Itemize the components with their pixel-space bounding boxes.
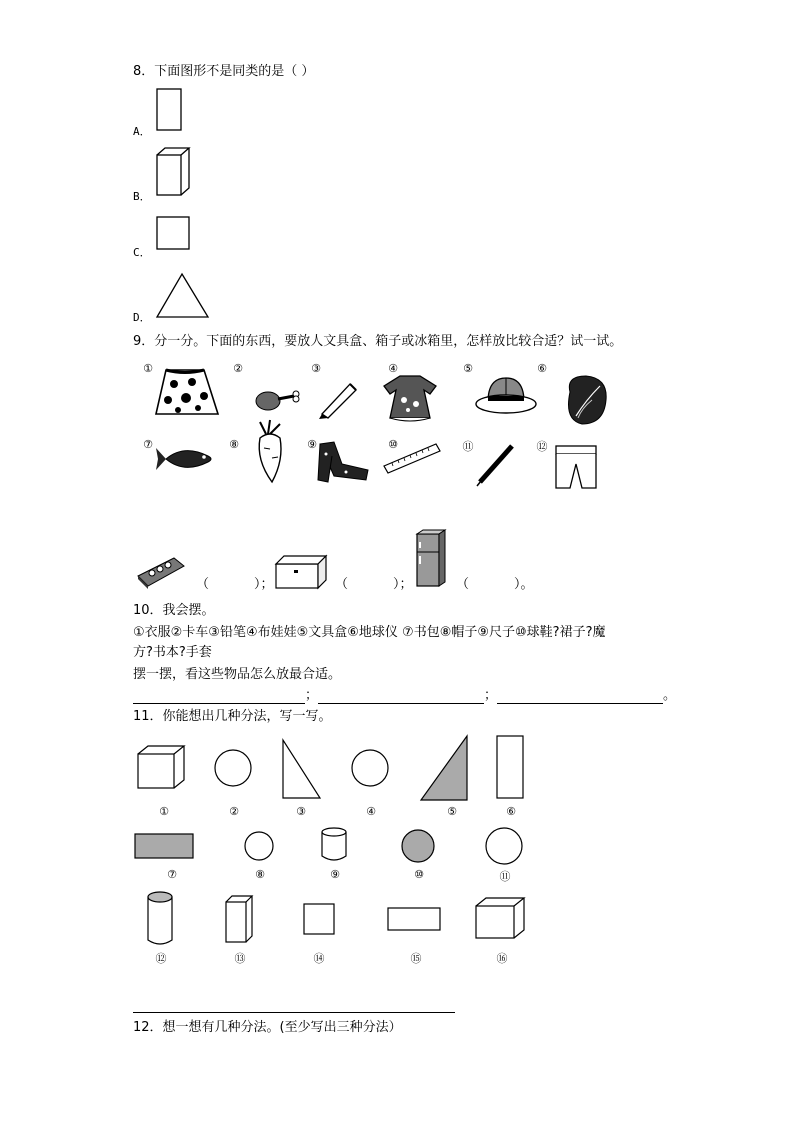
skirt-icon [152,366,222,418]
q10-items-line2: 方?书本?手套 [133,645,212,660]
q8-option-d: D． [133,311,151,324]
shape-label-16: ⑯ [496,952,508,965]
cuboid-icon [155,146,191,198]
q9-marker-2: ② [233,362,243,375]
dress-icon [378,372,442,424]
shorts-icon [552,444,602,490]
shape-13-cuboid-icon [224,894,256,946]
shape-label-13: ⑬ [234,952,246,965]
box-icon [274,554,328,590]
q10-title: 10．我会摆。 [133,603,215,618]
q12-title: 12．想一想有几种分法。(至少写出三种分法） [133,1020,402,1035]
q9-marker-3: ③ [311,362,321,375]
pencil-icon [318,378,360,420]
shape-label-8: ⑧ [255,868,265,881]
q8-option-a: A． [133,125,151,138]
q9-marker-7: ⑦ [143,438,153,451]
q11-title: 11．你能想出几种分法，写一写。 [133,709,332,724]
q10-answer-line [133,688,676,704]
q8-option-b: B． [133,190,151,203]
square-icon [155,216,191,252]
answer-blank-1[interactable] [133,691,305,704]
shape-14-square-icon [302,902,338,938]
q9-answer-close-3: ）。 [514,577,534,592]
q8-title: 8．下面图形不是同类的是（ ） [133,64,315,79]
cabbage-icon [562,372,610,428]
refrigerator-icon [413,528,447,588]
shape-9-cylinder-icon [319,826,351,864]
pencil-case-icon [134,554,186,590]
shape-label-9: ⑨ [330,868,340,881]
q9-marker-1: ① [143,362,153,375]
q11-answer-line[interactable] [133,1012,455,1013]
shape-label-3: ③ [296,805,306,818]
shape-15-rectangle-icon [386,906,444,934]
shape-10-shaded-circle-icon [400,828,438,866]
q9-marker-9: ⑨ [307,438,317,451]
q9-marker-6: ⑥ [537,362,547,375]
separator: ； [484,688,498,703]
shape-label-5: ⑤ [447,805,457,818]
q9-marker-8: ⑧ [229,438,239,451]
shape-label-6: ⑥ [506,805,516,818]
q9-answer-close-2: ）； [393,577,413,592]
q9-title: 9．分一分。下面的东西，要放人文具盒、箱子或冰箱里，怎样放比较合适？试一试。 [133,334,623,349]
shape-label-12: ⑫ [155,952,167,965]
shape-1-cube-icon [136,744,188,790]
pants-icon [316,440,372,484]
shape-label-11: ⑪ [499,870,511,883]
shape-label-1: ① [159,805,169,818]
radish-icon [250,420,290,486]
shape-label-10: ⑩ [414,868,424,881]
shape-12-cylinder-icon [145,890,177,948]
answer-blank-3[interactable] [497,691,663,704]
shape-3-right-triangle-icon [280,738,322,800]
hat-icon [474,372,538,420]
shape-5-shaded-triangle-icon [419,734,471,802]
ruler-icon [382,442,442,476]
separator: ； [305,688,319,703]
shape-2-circle-icon [213,748,255,790]
shape-7-shaded-rectangle-icon [133,832,197,862]
shape-label-7: ⑦ [167,868,177,881]
q9-marker-4: ④ [388,362,398,375]
shape-6-tall-rectangle-icon [495,734,527,802]
shape-8-circle-icon [243,830,277,864]
end-mark: 。 [663,688,677,703]
q10-items-line1: ①衣服②卡车③铅笔④布娃娃⑤文具盒⑥地球仪 ⑦书包⑧帽子⑨尺子⑩球鞋?裙子?魔 [133,625,606,640]
shape-11-circle-icon [484,826,526,868]
pen-icon [474,440,518,488]
answer-blank-2[interactable] [318,691,484,704]
shape-16-cuboid-icon [474,896,528,942]
chicken-leg-icon [254,388,304,414]
shape-label-14: ⑭ [313,952,325,965]
q9-marker-5: ⑤ [463,362,473,375]
q9-marker-12: ⑫ [536,440,548,453]
tall-rectangle-icon [155,88,185,132]
fish-icon [154,442,220,476]
shape-4-circle-icon [350,748,392,790]
q9-answer-open-1: （ [196,577,210,592]
shape-label-4: ④ [366,805,376,818]
q9-marker-10: ⑩ [388,438,398,451]
q9-answer-open-3: （ [456,577,470,592]
q9-answer-open-2: （ [335,577,349,592]
q9-answer-close-1: ）； [254,577,274,592]
q9-marker-11: ⑪ [462,440,474,453]
q10-instruction: 摆一摆，看这些物品怎么放最合适。 [133,667,342,682]
triangle-icon [155,272,211,320]
shape-label-15: ⑮ [410,952,422,965]
shape-label-2: ② [229,805,239,818]
q8-option-c: C． [133,246,151,259]
